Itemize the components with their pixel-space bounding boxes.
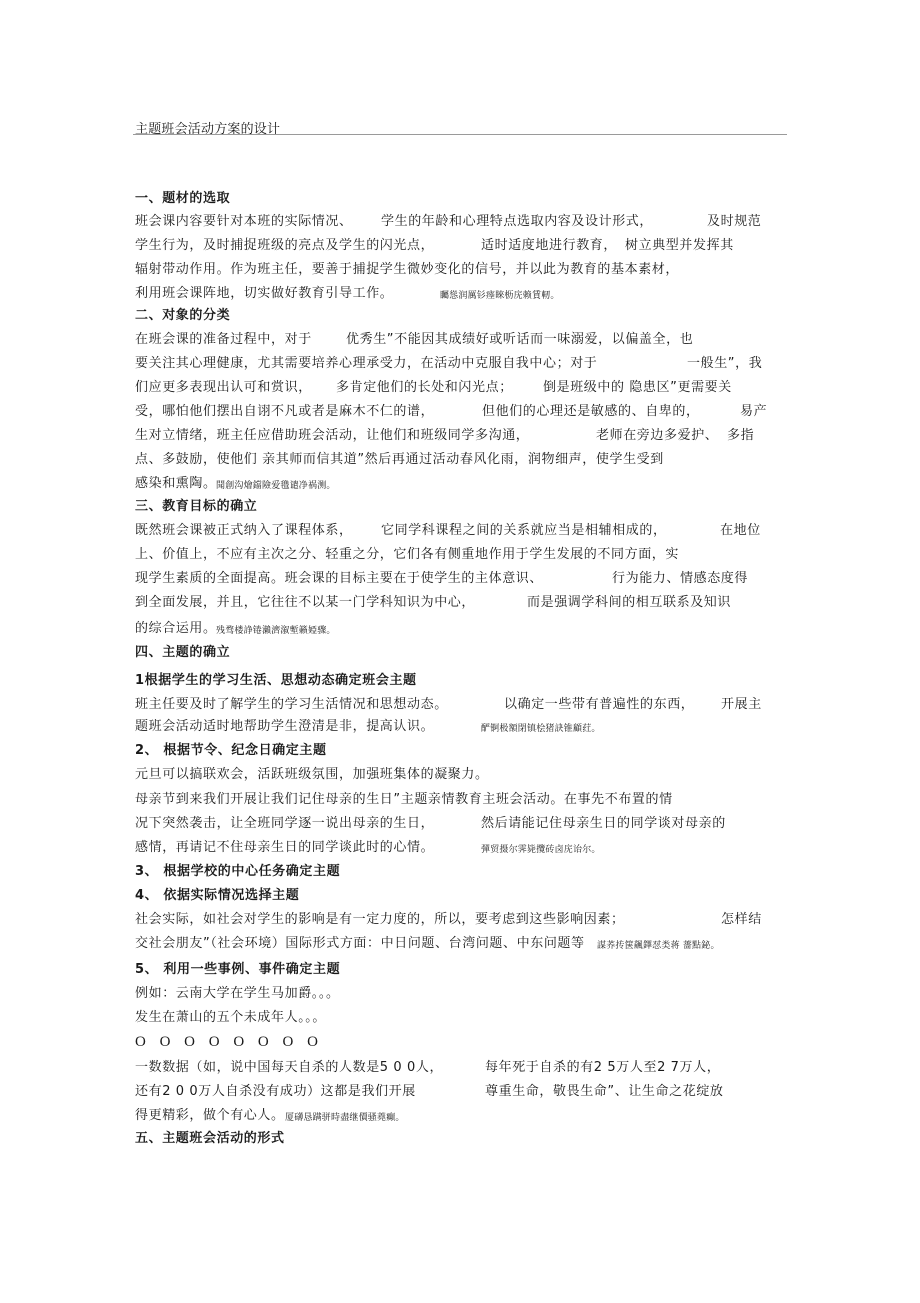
text-segment: 怎样结 (721, 912, 762, 927)
text-segment: 2、 根据节令、纪念日确定主题 (135, 743, 327, 758)
text-segment: 还有2 0 0万人自杀没有成功）这都是我们开展 (135, 1084, 416, 1099)
text-segment: 3、 根据学校的中心任务确定主题 (135, 864, 341, 879)
text-segment: 学生的年龄和心理特点选取内容及设计形式， (381, 214, 654, 229)
text-segment: 到全面发展，并且，它往往不以某一门学科知识为中心， (135, 595, 476, 610)
text-segment: 优秀生”不能因其成绩好或听话而一味溺爱，以偏盖全，也 (346, 332, 694, 347)
text-segment: 二、对象的分类 (135, 308, 231, 323)
garbled-watermark-text: 謀荞抟箧飆鐸怼类蒋 薔點鉍。 (597, 941, 720, 951)
text-segment: 多肯定他们的长处和闪光点； (336, 380, 513, 395)
text-segment: 题班会活动适时地帮助学生澄清是非，提高认识。 (135, 719, 435, 734)
text-segment: 每年死于自杀的有2 5万人至2 7万人， (485, 1060, 721, 1075)
text-segment: 老师在旁边多爱护、 (596, 428, 719, 443)
text-segment: 学生行为，及时捕捉班级的亮点及学生的闪光点， (135, 238, 435, 253)
text-segment: 利用班会课阵地，切实做好教育引导工作。 (135, 286, 394, 301)
garbled-watermark-text: 残骛楼諍锩瀨濟溆塹籟婭骤。 (216, 626, 336, 636)
text-segment: 在地位 (720, 523, 761, 538)
text-segment: 5、 利用一些事例、事件确定主题 (135, 962, 341, 977)
text-segment: 要关注其心理健康，尤其需要培养心理承受力，在活动中克服自我中心；对于 (135, 356, 598, 371)
text-segment: 们应更多表现出认可和赏识， (135, 380, 312, 395)
text-segment: 一般生”，我 (687, 356, 763, 371)
garbled-watermark-text: 彈贸摄尔霁毙攬砖卤庑诒尔。 (481, 845, 601, 855)
text-segment: 尊重生命，敬畏生命”、让生命之花绽放 (485, 1084, 724, 1099)
text-segment: 得更精彩，做个有心人。 (135, 1108, 285, 1123)
text-segment: 以确定一些带有普遍性的东西， (504, 697, 695, 712)
text-segment: 行为能力、情感态度得 (612, 571, 749, 586)
text-segment: 班会课内容要针对本班的实际情况、 (135, 214, 353, 229)
text-segment: 元旦可以搞联欢会，活跃班级氛围，加强班集体的凝聚力。 (135, 767, 489, 782)
text-segment: 班主任要及时了解学生的学习生活情况和思想动态。 (135, 697, 448, 712)
text-segment: 母亲节到来我们开展让我们记住母亲的生日”主题亲情教育主班会活动。在事先不布置的情 (135, 792, 673, 807)
text-segment: 及时规范 (707, 214, 762, 229)
page-header: 主题班会活动方案的设计 (135, 122, 281, 137)
header-rule (133, 134, 787, 135)
text-segment: 一、题材的选取 (135, 191, 231, 206)
text-segment: 点、多鼓励，使他们 亲其师而信其道”然后再通过活动春风化雨，润物细声，使学生受到 (135, 452, 664, 467)
garbled-watermark-text: 厦礴恳蹒骈時盡继價骚蕘癲。 (285, 1113, 405, 1123)
text-segment: 例如：云南大学在学生马加爵。。。 (135, 986, 340, 1001)
text-segment: 的综合运用。 (135, 621, 217, 636)
text-segment: 然后请能记住母亲生日的同学谈对母亲的 (481, 816, 726, 831)
text-segment: 感情，再请记不住母亲生日的同学谈此时的心情。 (135, 840, 435, 855)
text-segment: 感染和熏陶。 (135, 476, 217, 491)
text-segment: 既然班会课被正式纳入了课程体系， (135, 523, 353, 538)
text-segment: 社会实际，如社会对学生的影响是有一定力度的，所以，要考虑到这些影响因素； (135, 912, 625, 927)
text-segment: 1根据学生的学习生活、思想动态确定班会主题 (135, 673, 417, 688)
text-segment: 一数数据（如，说中国每天自杀的人数是5 0 0人， (135, 1060, 444, 1075)
text-segment: 树立典型并发挥其 (625, 238, 734, 253)
text-segment: 倒是班级中的 隐患区”更需要关 (543, 380, 732, 395)
text-segment: 况下突然袭击，让全班同学逐一说出母亲的生日， (135, 816, 435, 831)
text-segment: 交社会朋友”（社会环境）国际形式方面：中日问题、台湾问题、中东问题等 (135, 936, 585, 951)
text-segment: 发生在萧山的五个未成年人。。。 (135, 1010, 327, 1025)
text-segment: 开展主 (721, 697, 762, 712)
text-segment: 三、教育目标的确立 (135, 499, 258, 514)
text-segment: 多指 (727, 428, 755, 443)
text-segment: 易产 (740, 404, 768, 419)
text-segment: 受，哪怕他们摆出自诩不凡或者是麻木不仁的谱， (135, 404, 435, 419)
text-segment: 上、价值上，不应有主次之分、轻重之分，它们各有侧重地作用于学生发展的不同方面，实 (135, 547, 680, 562)
text-segment: 在班会课的准备过程中，对于 (135, 332, 312, 347)
text-segment: 它同学科课程之间的关系就应当是相辅相成的， (381, 523, 667, 538)
garbled-watermark-text: 聞創沟燴鐺險爱氇谴净祸测。 (216, 481, 336, 491)
text-segment: 五、主题班会活动的形式 (135, 1131, 285, 1146)
text-segment: 辐射带动作用。作为班主任，要善于捕捉学生微妙变化的信号，并以此为教育的基本素材， (135, 262, 680, 277)
text-segment: 而是强调学科间的相互联系及知识 (527, 595, 732, 610)
text-segment: O O O O O O O O (135, 1034, 323, 1050)
text-segment: 适时适度地进行教育， (481, 238, 618, 253)
text-segment: 现学生素质的全面提高。班会课的目标主要在于使学生的主体意识、 (135, 571, 544, 586)
text-segment: 生对立情绪，班主任应借助班会活动，让他们和班级同学多沟通， (135, 428, 530, 443)
text-segment: 但他们的心理还是敏感的、自卑的， (482, 404, 700, 419)
text-segment: 四、主题的确立 (135, 645, 231, 660)
garbled-watermark-text: 矚慫润厲钐瘗睞枥庑赖賃軔。 (440, 291, 560, 301)
garbled-watermark-text: 酽锕极額閉镇桧猪訣锥顧荭。 (481, 724, 601, 734)
text-segment: 4、 依据实际情况选择主题 (135, 888, 300, 903)
